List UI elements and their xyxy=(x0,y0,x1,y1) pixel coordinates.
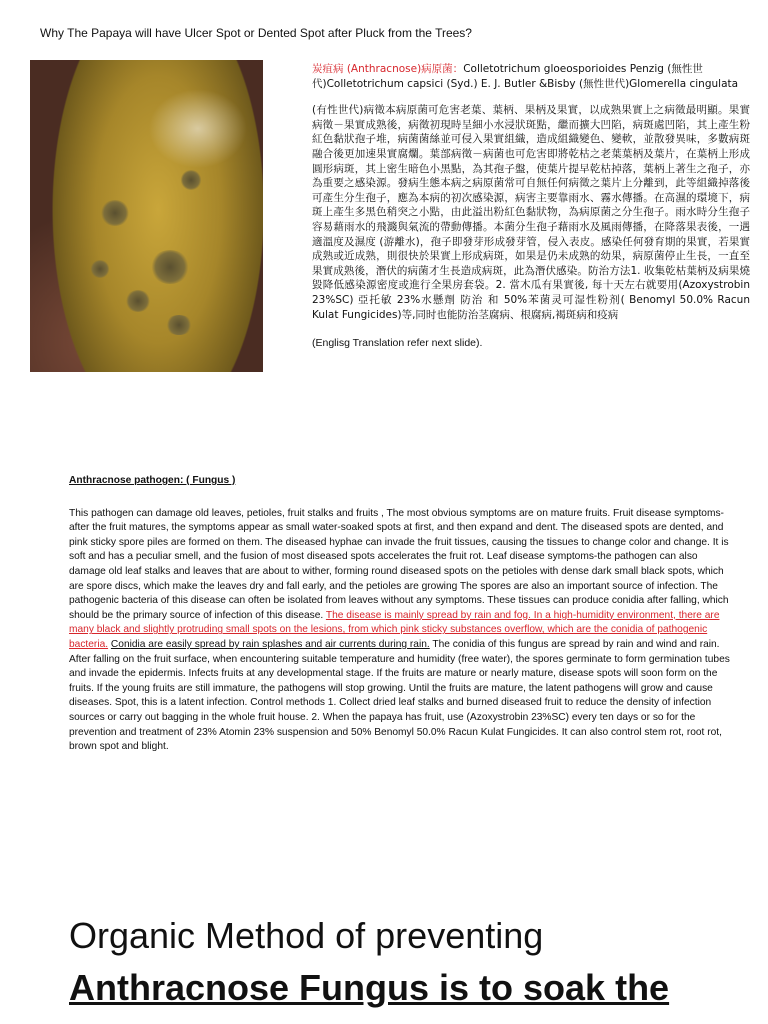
english-heading: Anthracnose pathogen: ( Fungus ) xyxy=(69,475,236,486)
english-section xyxy=(69,474,737,755)
chinese-section xyxy=(312,62,750,351)
chinese-paragraph: (有性世代)病徵本病原菌可危害老葉、葉柄、果柄及果實，以成熟果實上之病徵最明顯。果實病徵－果實成熟後，病徵初現時呈細小水浸狀斑點，繼而擴大凹陷，病斑處凹陷，其上產生粉紅色黏狀孢子堆，病菌菌絲並可侵入果實組織，造成組織變色、變軟，並散發異味，多數病斑融合後更加速果實腐爛。葉部病徵－病菌也可危害即將乾枯之老葉葉柄及葉片，在葉柄上形成圓形病斑，其上密生暗色小黑點，為其孢子盤，使葉片提早乾枯掉落，葉柄上著生之孢子，亦為重要之感染源。發病生態本病之病原菌常可自無任何病徵之葉片上分離到，此等組織掉落後可產生分生孢子，應為本病的初次感染源，病害主要靠雨水、霧水傳播。在高濕的環境下，病斑上產生多黑色稍突之小點，由此溢出粉紅色黏狀物，為病原菌之分生孢子。雨水時分生孢子容易藉雨水的飛濺與氣流的帶動傳播。本菌分生孢子藉雨水及風雨傳播，在降落果表後，一遇適溫度及濕度 (游離水)，孢子即發芽形成發芽管，侵入表皮。感染任何發育期的果實，若果實成熟或近成熟，則很快於果實上形成病斑，如果是仍未成熟的幼果，病原菌停止生長，一直至果實成熟後，潛伏的病菌才生長造成病斑，此為潛伏感染。防治方法1. 收集乾枯葉柄及病果燒毀降低感染源密度或進行全果房套袋。2. 當木瓜有果實後, 每十天左右就要用(Azoxystrobin 23%SC) 亞托敏 23%水懸劑 防治 和 50%苯菌灵可湿性粉剂( Benomyl 50.0% Racun Kulat Fungicides)等,同时也能防治茎腐病、根腐病,褐斑病和疫病 xyxy=(312,104,750,321)
papaya-photo xyxy=(30,60,263,372)
english-body xyxy=(69,507,737,755)
pathogen-names: Colletotrichum gloeosporioides Penzig (無性世代)Colletotrichum capsici (Syd.) E. J. Butler &Bisby (無性世代)Glomerella cingulata xyxy=(312,63,739,90)
english-body-part-1: This pathogen can damage old leaves, petioles, fruit stalks and fruits , The most obvious symptoms are on mature fruits. Fruit disease symptoms-after the fruit matures, the symptoms appear as small water-soaked spots at first, and then expand and dent. The diseased spots are dented, and pink sticky spore piles are formed on them. The diseased hyphae can invade the fruit tissues, causing the tissues to change color and change. It is soft and has a peculiar smell, and the fusion of most diseased spots accelerates the fruit rot. Leaf disease symptoms-the pathogen can also damage old leaf stalks and leaves that are about to wither, forming round diseased spots on the petioles with dense dark small black spots, which are spore discs, which make the leaves dry and fall early, and the petioles are growing The spores are also an important source of infection. The pathogenic bacteria of this disease can often be isolated from leaves without any symptoms. These tissues can produce conidia after falling, which should be the primary source of infection of this disease. xyxy=(69,507,729,621)
english-body-part-2: The conidia of this fungus are spread by rain and wind and rain. After falling on the fruit surface, when encountering suitable temperature and humidity (free water), the spores germinate to form germination tubes and invade the epidermis. Infects fruits at any developmental stage. If the fruits are mature or nearly mature, disease spots will soon form on the fruits. If the young fruits are still immature, the pathogens will stop growing. Until the fruits are mature, the latent pathogens will grow and cause diseases. Spot, this is a latent infection. Control methods 1. Collect dried leaf stalks and burned diseased fruit to reduce the density of infection sources or carry out bagging in the whole fruit house. 2. When the papaya has fruit, use (Azoxystrobin 23%SC) every ten days or so for the prevention and treatment of 23% Atomin 23% suspension and 50% Benomyl 50.0% Racun Kulat Fungicides. It can also control stem rot, root rot, brown spot and blight. xyxy=(69,638,730,753)
warning-text: The disease is mainly spread by rain and fog. In a high-humidity environment, there are many black and slightly protruding small spots on the lesions, from which pink sticky substances overflow, which are the conidia of pathogenic bacteria. xyxy=(69,609,720,650)
conidia-underlined-text: Conidia are easily spread by rain splashes and air currents during rain. xyxy=(110,638,430,650)
translation-note: (Englisg Translation refer next slide). xyxy=(312,337,483,350)
big-heading-line-2: Anthracnose Fungus is to soak the xyxy=(69,967,670,1008)
pathogen-line xyxy=(312,62,750,91)
organic-method-heading xyxy=(69,910,759,1014)
big-heading-line-1: Organic Method of preventing xyxy=(69,915,544,956)
disease-name: 炭疽病 (Anthracnose)病原菌： xyxy=(312,63,464,75)
page-title: Why The Papaya will have Ulcer Spot or Dented Spot after Pluck from the Trees? xyxy=(40,26,472,40)
